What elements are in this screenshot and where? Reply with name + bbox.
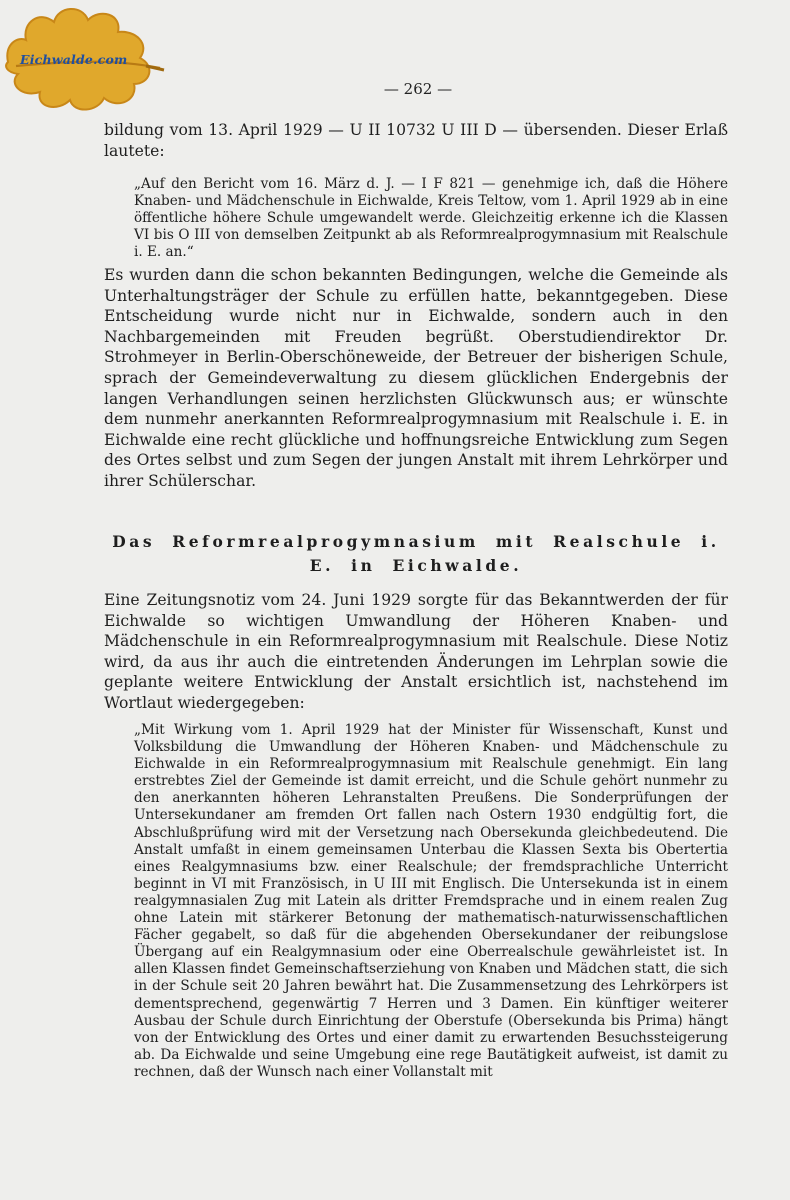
section-heading-block bbox=[104, 530, 728, 578]
section-heading: Das Reformrealprogymnasium mit Realschule i. E. in Eichwalde. bbox=[112, 532, 720, 575]
page-number: — 262 — bbox=[383, 80, 453, 98]
paragraph-1: bildung vom 13. April 1929 — U II 10732 U III D — übersenden. Dieser Erlaß lautete: bbox=[104, 121, 728, 160]
quote-2: „Mit Wirkung vom 1. April 1929 hat der Minister für Wissenschaft, Kunst und Volksbildung die Umwandlung der Höheren Knaben- und Mädchenschule zu Eichwalde in ein Reformrealprogymnasium mit Realschule genehmigt. Ein lang erstrebtes Ziel der Gemeinde ist damit erreicht, und die Schule gehört nunmehr zu den anerkannten höheren Lehranstalten Preußens. Die Sonderprüfungen der Untersekundaner am fremden Ort fallen nach Ostern 1930 endgültig fort, die Abschlußprüfung wird mit der Versetzung nach Obersekunda gleichbedeutend. Die Anstalt umfaßt in einem gemeinsamen Unterbau die Klassen Sexta bis Obertertia eines Realgymnasiums bzw. einer Realschule; der fremdsprachliche Unterricht beginnt in VI mit Französisch, in U III mit Englisch. Die Untersekunda ist in einem realgymnasialen Zug mit Latein als dritter Fremdsprache und in einem realen Zug ohne Latein mit stärkerer Betonung der mathematisch-naturwissenschaftlichen Fächer gegabelt, so daß für die abgehenden Obersekundaner der reibungslose Übergang auf ein Realgymnasium oder eine Oberrealschule gewährleistet ist. In allen Klassen findet Gemeinschaftserziehung von Knaben und Mädchen statt, die sich in der Schule seit 20 Jahren bewährt hat. Die Zusammensetzung des Lehrkörpers ist dementsprechend, gegenwärtig 7 Herren und 3 Damen. Ein künftiger weiterer Ausbau der Schule durch Einrichtung der Oberstufe (Obersekunda bis Prima) hängt von der Entwicklung des Ortes und einer damit zu erwartenden Besuchssteigerung ab. Da Eichwalde und seine Umgebung eine rege Bautätigkeit aufweist, ist damit zu rechnen, daß der Wunsch nach einer Vollanstalt mit bbox=[134, 722, 728, 1080]
logo-text[interactable]: Eichwalde.com bbox=[20, 52, 128, 67]
paragraph-intro bbox=[104, 120, 728, 161]
paragraph-newspaper bbox=[104, 590, 728, 714]
quote-block-1 bbox=[104, 176, 728, 261]
paragraph-body bbox=[104, 265, 728, 492]
quote-1: „Auf den Bericht vom 16. März d. J. — I F 821 — genehmige ich, daß die Höhere Knaben- und Mädchenschule in Eichwalde, Kreis Teltow, vom 1. April 1929 ab in eine öffentliche höhere Schule umgewandelt werde. Gleichzeitig erkenne ich die Klassen VI bis O III von demselben Zeitpunkt ab als Reformrealprogymnasium mit Realschule i. E. an.“ bbox=[134, 176, 728, 261]
paragraph-3: Eine Zeitungsnotiz vom 24. Juni 1929 sorgte für das Bekanntwerden der für Eichwalde so wichtigen Umwandlung der Höheren Knaben- und Mädchenschule in ein Reformrealprogymnasium mit Realschule. Diese Notiz wird, da aus ihr auch die eintretenden Änderungen im Lehrplan sowie die geplante weitere Entwicklung der Anstalt ersichtlich ist, nachstehend im Wortlaut wiedergegeben: bbox=[104, 591, 728, 712]
paragraph-2: Es wurden dann die schon bekannten Bedingungen, welche die Gemeinde als Unterhaltungsträger der Schule zu erfüllen hatte, bekanntgegeben. Diese Entscheidung wurde nicht nur in Eichwalde, sondern auch in den Nachbargemeinden mit Freuden begrüßt. Oberstudiendirektor Dr. Strohmeyer in Berlin-Oberschöneweide, der Betreuer der bisherigen Schule, sprach der Gemeindeverwaltung zu diesem glücklichen Endergebnis der langen Verhandlungen seinen herzlichsten Glückwunsch aus; er wünschte dem nunmehr anerkannten Reformrealprogymnasium mit Realschule i. E. in Eichwalde eine recht glückliche und hoffnungsreiche Entwicklung zum Segen des Ortes selbst und zum Segen der jungen Anstalt mit ihrem Lehrkörper und ihrer Schülerschar. bbox=[104, 266, 728, 490]
quote-block-2 bbox=[104, 722, 728, 1081]
